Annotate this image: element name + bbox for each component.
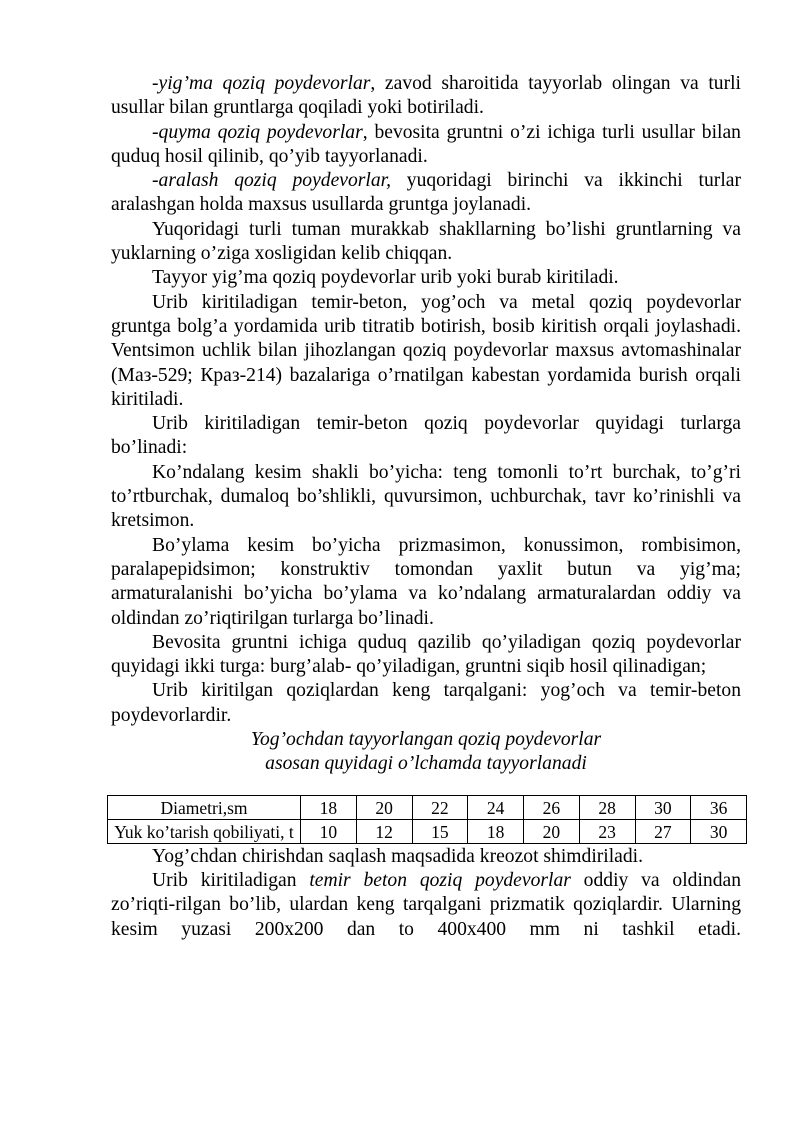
caption-line: asosan quyidagi o’lchamda tayyorlanadi xyxy=(265,753,587,775)
paragraph: Ko’ndalang kesim shakli bo’yicha: teng tomonli to’rt burchak, to’g’ri to’rtburchak, dumaloq bo’shlikli, quvursimon, uchburchak, tavr ko’rinishli va kretsimon. xyxy=(111,461,741,532)
table-cell: 23 xyxy=(579,819,635,843)
paragraph-temir-beton xyxy=(111,869,741,942)
table-row-label: Diametri,sm xyxy=(108,795,301,819)
table-cell: 22 xyxy=(412,795,468,819)
table-caption xyxy=(111,728,741,777)
pile-dimension-table xyxy=(107,795,747,844)
table-cell: 24 xyxy=(468,795,524,819)
table-cell: 18 xyxy=(468,819,524,843)
paragraph: Tayyor yig’ma qoziq poydevorlar urib yoki burab kiritiladi. xyxy=(152,267,619,289)
paragraph-aralash xyxy=(111,169,741,218)
paragraph-text: , zavod sharoitida tayyorlab olingan va turli usullar bilan gruntlarga qoqiladi yoki botiriladi. xyxy=(111,73,741,119)
paragraph: Yuqoridagi turli tuman murakkab shakllarning bo’lishi gruntlarning va yuklarning o’ziga xosligidan kelib chiqqan. xyxy=(111,218,741,265)
table-cell: 20 xyxy=(356,795,412,819)
paragraph: Urib kiritiladigan temir-beton, yog’och va metal qoziq poydevorlar gruntga bolg’a yordamida urib titratib botirish, bosib kiritish orqali joylashadi. Ventsimon uchlik bilan jihozlangan qoziq poydevorlar maxsus avtomashinalar (Маз-529; Краз-214) bazalariga o’rnatilgan kabestan yordamida burish orqali kiritiladi. xyxy=(111,291,741,410)
paragraph-quyma xyxy=(111,121,741,170)
term-aralash: -aralash qoziq poydevorlar, xyxy=(152,170,391,192)
term-temir-beton: temir beton qoziq poydevorlar xyxy=(309,869,571,891)
paragraph: Urib kiritilgan qoziqlardan keng tarqalgani: yog’och va temir-beton poydevorlardir. xyxy=(111,680,741,726)
table-cell: 30 xyxy=(691,819,747,843)
table-cell: 27 xyxy=(635,819,691,843)
paragraph: Urib kiritiladigan temir-beton qoziq poydevorlar quyidagi turlarga bo’linadi: xyxy=(111,413,741,459)
table-row xyxy=(108,795,747,819)
paragraph-text: yuqoridagi birinchi va ikkinchi turlar aralashgan holda maxsus usullarda gruntga joylanadi. xyxy=(111,170,741,216)
table-cell: 26 xyxy=(524,795,580,819)
table-cell: 28 xyxy=(579,795,635,819)
table-cell: 12 xyxy=(356,819,412,843)
table-row xyxy=(108,819,747,843)
paragraph-text: Urib kiritiladigan xyxy=(152,869,310,891)
term-yigma: -yig’ma qoziq poydevorlar xyxy=(152,73,371,94)
table-cell: 36 xyxy=(691,795,747,819)
table-cell: 18 xyxy=(301,795,357,819)
paragraph: Bevosita gruntni ichiga quduq qazilib qo’yiladigan qoziq poydevorlar quyidagi ikki turga: burg’alab- qo’yiladigan, gruntni siqib hosil qilinadigan; xyxy=(111,631,741,678)
table-cell: 15 xyxy=(412,819,468,843)
paragraph: Yog’chdan chirishdan saqlash maqsadida kreozot shimdiriladi. xyxy=(152,845,644,867)
table-row-label: Yuk ko’tarish qobiliyati, t xyxy=(108,819,301,843)
paragraph-text: oddiy va oldindan zo’riqti-rilgan bo’lib, ulardan keng tarqalgani prizmatik qoziqlardir. Ularning kesim yuzasi 200x200 dan to 400x400 mm ni tashkil etadi. xyxy=(111,869,741,940)
paragraph-yigma xyxy=(111,72,741,121)
paragraph: Bo’ylama kesim bo’yicha prizmasimon, konussimon, rombisimon, paralapepidsimon; konstruktiv tomondan yaxlit butun va yig’ma; armaturalanishi bo’yicha bo’ylama va ko’ndalang armaturalardan oddiy va oldindan zo’riqtirilgan turlarga bo’linadi. xyxy=(111,534,741,629)
caption-line: Yog’ochdan tayyorlangan qoziq poydevorlar xyxy=(250,729,602,751)
term-quyma: -quyma qoziq poydevorlar xyxy=(152,121,363,143)
table-cell: 20 xyxy=(524,819,580,843)
document-page xyxy=(111,72,741,942)
paragraph-text: , bevosita gruntni o’zi ichiga turli usullar bilan quduq hosil qilinib, qo’yib tayyorlanadi. xyxy=(111,121,741,167)
table-cell: 30 xyxy=(635,795,691,819)
table-cell: 10 xyxy=(301,819,357,843)
